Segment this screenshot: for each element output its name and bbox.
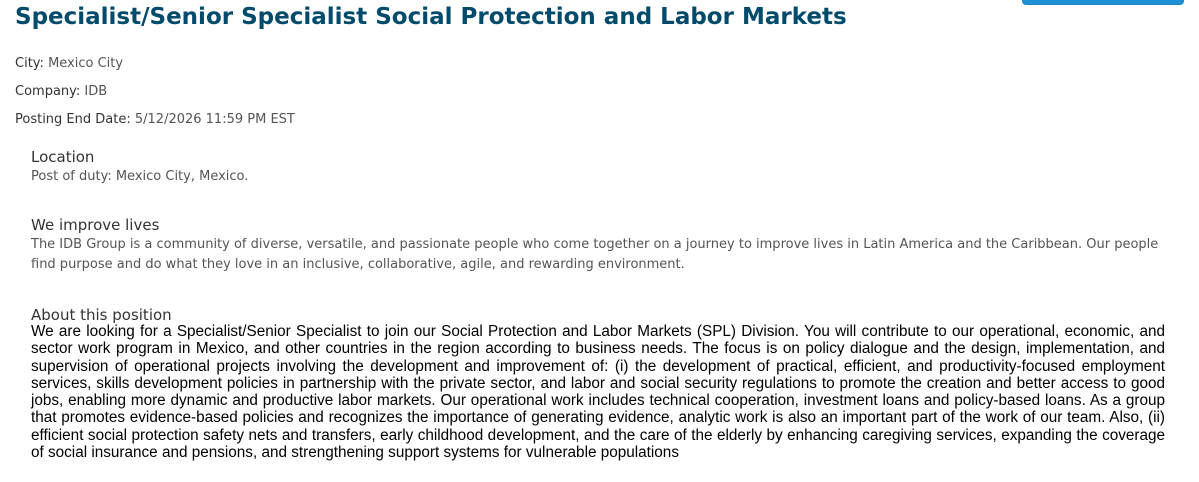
- posting-end-value: 5/12/2026 11:59 PM EST: [134, 112, 295, 127]
- city-label: City:: [15, 56, 44, 71]
- meta-company: [15, 84, 107, 99]
- location-heading: Location: [31, 148, 95, 166]
- improve-heading: We improve lives: [31, 216, 160, 234]
- about-text: We are looking for a Specialist/Senior Specialist to join our Social Protection and Labor Markets (SPL) Division. You will contribute to our operational, economic, and sector work program in Mexico, and other countries in the region according to business needs. The focus is on policy dialogue and the design, implementation, and supervision of operational projects involving the development and improvement of: (i) the development of practical, efficient, and productivity-focused employment services, skills development policies in partnership with the private sector, and labor and social security regulations to promote the creation and better access to good jobs, enabling more dynamic and productive labor markets. Our operational work includes technical cooperation, investment loans and policy-based loans. As a group that promotes evidence-based policies and recognizes the importance of generating evidence, analytic work is also an important part of the work of our team. Also, (ii) efficient social protection safety nets and transfers, early childhood development, and the care of the elderly by enhancing caregiving services, expanding the coverage of social insurance and pensions, and strengthening support systems for vulnerable populations: [31, 323, 1165, 462]
- improve-text: The IDB Group is a community of diverse, versatile, and passionate people who come together on a journey to improve lives in Latin America and the Caribbean. Our people find purpose and do what they love in an inclusive, collaborative, agile, and rewarding environment.: [31, 237, 1159, 272]
- location-text: Post of duty: Mexico City, Mexico.: [31, 169, 249, 184]
- meta-posting-end-date: [15, 112, 295, 127]
- job-title: Specialist/Senior Specialist Social Protection and Labor Markets: [15, 4, 847, 30]
- city-value: Mexico City: [48, 56, 124, 71]
- company-value: IDB: [84, 84, 108, 99]
- posting-end-label: Posting End Date:: [15, 112, 131, 127]
- company-label: Company:: [15, 84, 81, 99]
- about-heading: About this position: [31, 306, 172, 324]
- apply-button[interactable]: [1022, 0, 1184, 5]
- meta-city: [15, 56, 123, 71]
